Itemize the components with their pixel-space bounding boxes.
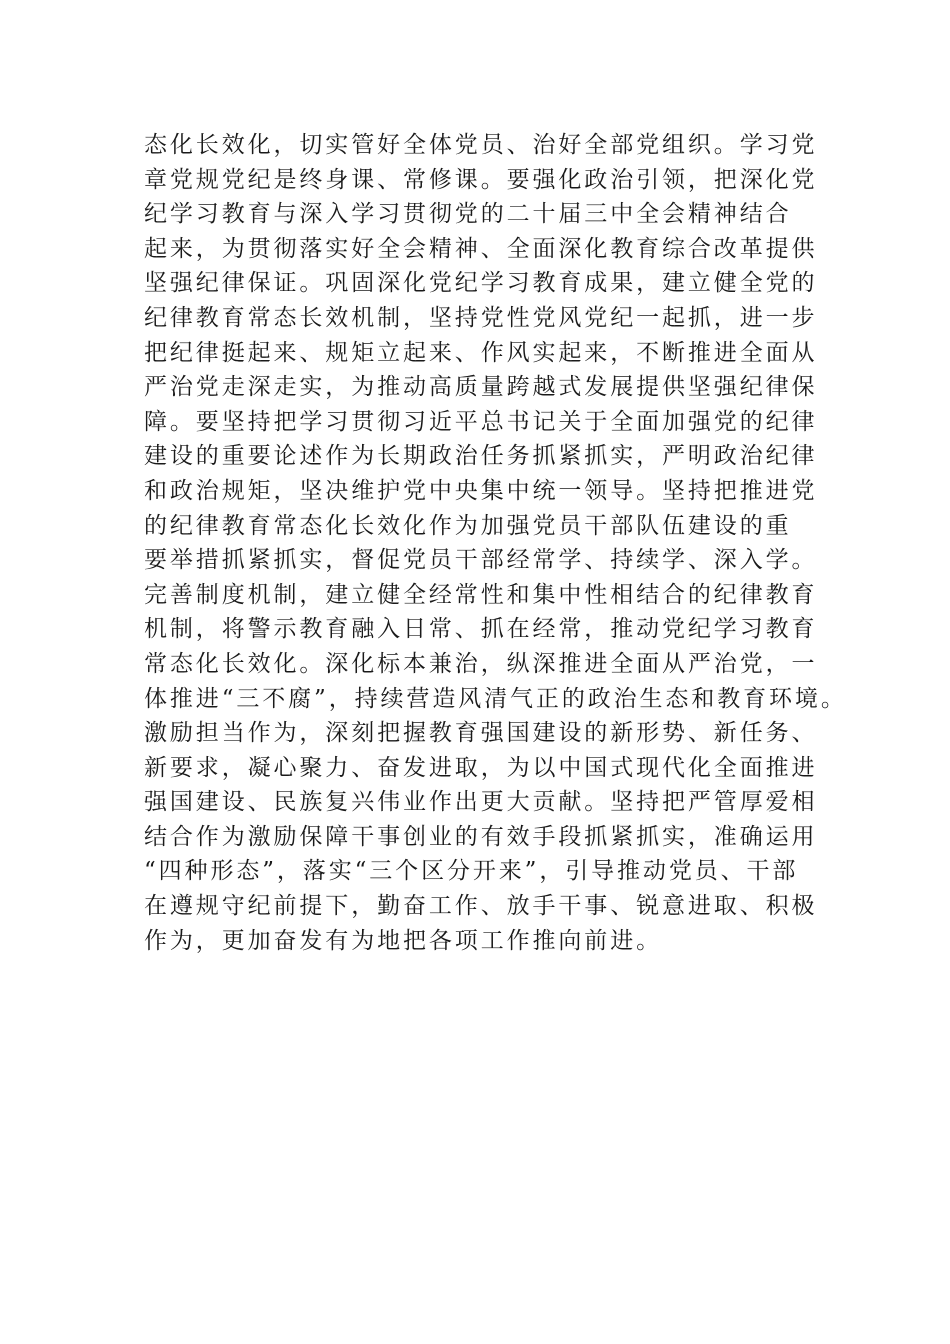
text-line: 严治党走深走实，为推动高质量跨越式发展提供坚强纪律保 xyxy=(144,374,818,401)
text-line: 作为，更加奋发有为地把各项工作推向前进。 xyxy=(144,927,662,954)
text-line: 完善制度机制，建立健全经常性和集中性相结合的纪律教育 xyxy=(144,581,818,608)
text-line: 要举措抓紧抓实，督促党员干部经常学、持续学、深入学。 xyxy=(144,547,818,574)
text-line: 在遵规守纪前提下，勤奋工作、放手干事、锐意进取、积极 xyxy=(144,893,818,920)
text-line: 起来，为贯彻落实好全会精神、全面深化教育综合改革提供 xyxy=(144,235,818,262)
text-line: “四种形态”，落实“三个区分开来”，引导推动党员、干部 xyxy=(144,858,799,885)
text-line: 和政治规矩，坚决维护党中央集中统一领导。坚持把推进党 xyxy=(144,477,818,504)
text-line: 态化长效化，切实管好全体党员、治好全部党组织。学习党 xyxy=(144,132,818,158)
text-line: 坚强纪律保证。巩固深化党纪学习教育成果，建立健全党的 xyxy=(144,270,818,297)
text-line: 章党规党纪是终身课、常修课。要强化政治引领，把深化党 xyxy=(144,166,818,193)
text-line: 把纪律挺起来、规矩立起来、作风实起来，不断推进全面从 xyxy=(144,339,818,366)
text-line: 强国建设、民族复兴伟业作出更大贡献。坚持把严管厚爱相 xyxy=(144,789,818,816)
text-line: 建设的重要论述作为长期政治任务抓紧抓实，严明政治纪律 xyxy=(144,443,818,470)
text-line: 新要求，凝心聚力、奋发进取，为以中国式现代化全面推进 xyxy=(144,754,818,781)
text-line: 激励担当作为，深刻把握教育强国建设的新形势、新任务、 xyxy=(144,720,818,747)
text-line: 体推进“三不腐”，持续营造风清气正的政治生态和教育环境。 xyxy=(144,685,847,712)
text-line: 结合作为激励保障干事创业的有效手段抓紧抓实，准确运用 xyxy=(144,823,818,850)
text-line: 纪律教育常态长效机制，坚持党性党风党纪一起抓，进一步 xyxy=(144,304,818,331)
text-line: 机制，将警示教育融入日常、抓在经常，推动党纪学习教育 xyxy=(144,616,818,643)
text-line: 常态化长效化。深化标本兼治，纵深推进全面从严治党，一 xyxy=(144,650,818,677)
body-text xyxy=(144,128,847,958)
text-line: 障。要坚持把学习贯彻习近平总书记关于全面加强党的纪律 xyxy=(144,408,818,435)
text-line: 纪学习教育与深入学习贯彻党的二十届三中全会精神结合 xyxy=(144,201,792,228)
text-line: 的纪律教育常态化长效化作为加强党员干部队伍建设的重 xyxy=(144,512,792,539)
